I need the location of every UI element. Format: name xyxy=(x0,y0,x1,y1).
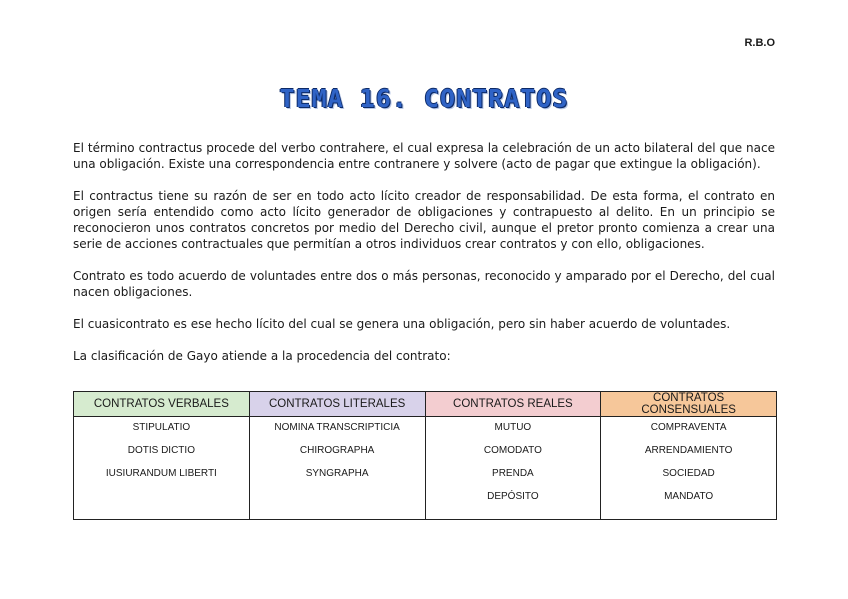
column-header-reales: CONTRATOS REALES xyxy=(425,392,601,417)
list-item: COMPRAVENTA xyxy=(650,422,727,433)
table-row xyxy=(74,417,777,520)
column-cell-reales xyxy=(425,417,601,520)
column-cell-consensuales xyxy=(601,417,777,520)
paragraph: La clasificación de Gayo atiende a la procedencia del contrato: xyxy=(73,349,451,363)
author-initials: R.B.O xyxy=(744,37,775,49)
list-item: CHIROGRAPHA xyxy=(299,445,375,456)
list-item: MUTUO xyxy=(494,422,532,433)
list-item: PRENDA xyxy=(492,468,534,479)
list-item: ARRENDAMIENTO xyxy=(644,445,733,456)
document-body xyxy=(73,140,775,380)
list-item: SYNGRAPHA xyxy=(305,468,369,479)
column-header-literales: CONTRATOS LITERALES xyxy=(249,392,425,417)
classification-table xyxy=(73,391,777,520)
column-header-verbales: CONTRATOS VERBALES xyxy=(74,392,250,417)
list-item: COMODATO xyxy=(483,445,542,456)
list-item: IUSIURANDUM LIBERTI xyxy=(105,468,217,479)
list-item: DOTIS DICTIO xyxy=(127,445,195,456)
paragraph: El cuasicontrato es ese hecho lícito del cual se genera una obligación, pero sin haber acuerdo de voluntades. xyxy=(73,317,731,331)
column-cell-literales xyxy=(249,417,425,520)
list-item: DEPÓSITO xyxy=(487,491,539,502)
list-item: SOCIEDAD xyxy=(662,468,715,479)
column-cell-verbales xyxy=(74,417,250,520)
page-title: TEMA 16. CONTRATOS xyxy=(279,84,569,113)
table-header-row xyxy=(74,392,777,417)
list-item: STIPULATIO xyxy=(132,422,191,433)
column-header-consensuales: CONTRATOS CONSENSUALES xyxy=(601,392,777,417)
paragraph: El término contractus procede del verbo contrahere, el cual expresa la celebración de un acto bilateral del que nace una obligación. Existe una correspondencia entre contranere y solvere (acto de pagar que extingue la obligación). xyxy=(73,141,775,171)
paragraph: Contrato es todo acuerdo de voluntades entre dos o más personas, reconocido y amparado por el Derecho, del cual nacen obligaciones. xyxy=(73,269,775,299)
list-item: MANDATO xyxy=(664,491,714,502)
paragraph: El contractus tiene su razón de ser en todo acto lícito creador de responsabilidad. De esta forma, el contrato en origen sería entendido como acto lícito generador de obligaciones y contrapuesto al delito. En un principio se reconocieron unos contratos concretos por medio del Derecho civil, aunque el pretor pronto comienza a crear una serie de acciones contractuales que permitían a otros individuos crear contratos y con ello, obligaciones. xyxy=(73,189,775,251)
list-item: NOMINA TRANSCRIPTICIA xyxy=(274,422,400,433)
